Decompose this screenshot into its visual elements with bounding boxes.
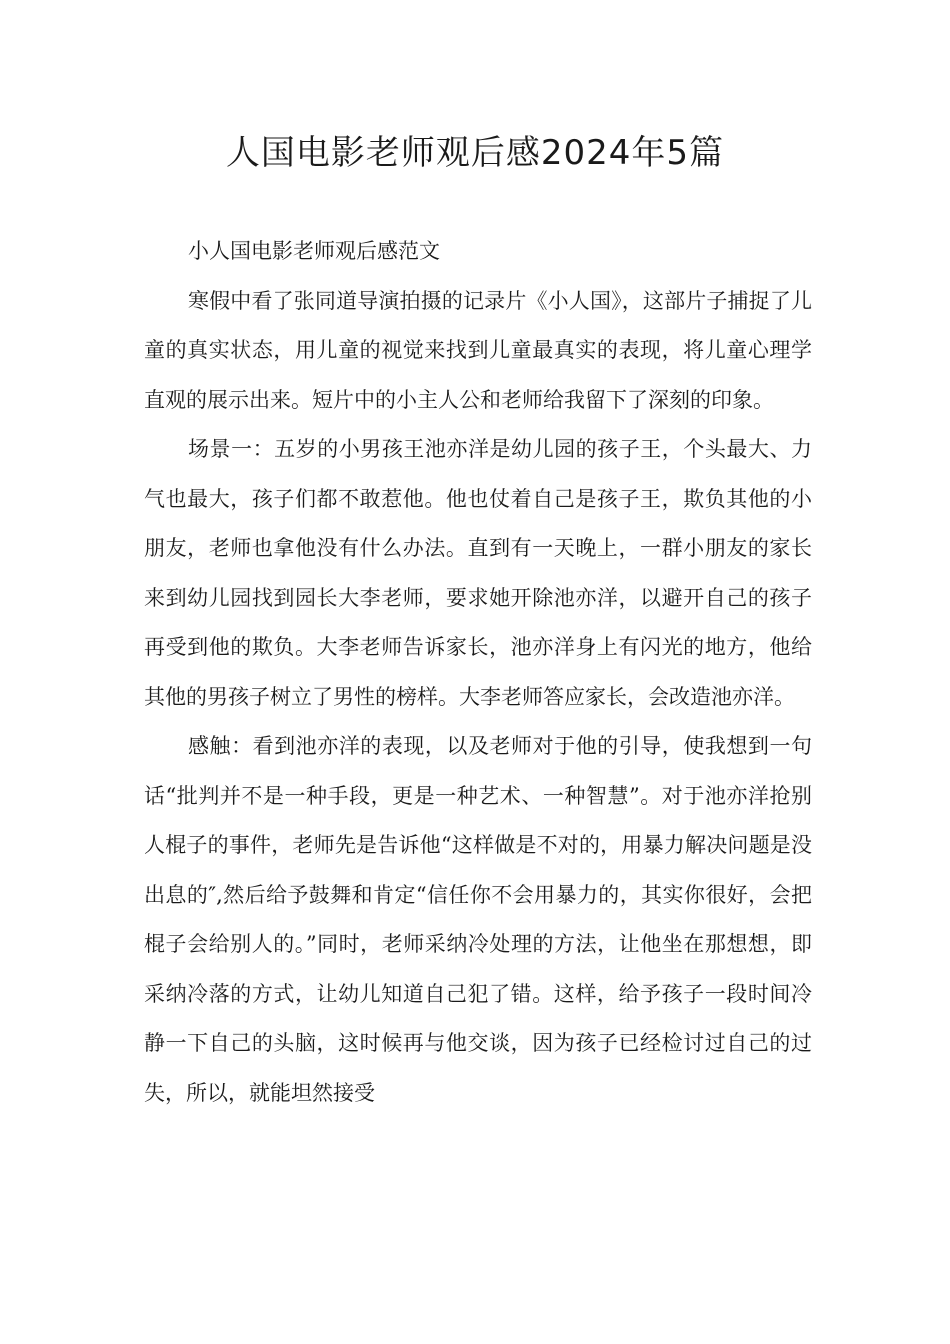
document-title: 人国电影老师观后感2024年5篇 xyxy=(225,133,725,173)
paragraph-intro: 寒假中看了张同道导演拍摄的记录片《小人国》，这部片子捕捉了儿童的真实状态，用儿童的视觉来找到儿童最真实的表现，将儿童心理学直观的展示出来。短片中的小主人公和老师给我留下了深刻的印象。 xyxy=(144,288,812,412)
paragraph-subtitle: 小人国电影老师观后感范文 xyxy=(188,239,440,263)
document-body xyxy=(144,227,812,1118)
paragraph-scene-one: 场景一：五岁的小男孩王池亦洋是幼儿园的孩子王，个头最大、力气也最大，孩子们都不敢惹他。他也仗着自己是孩子王，欺负其他的小朋友，老师也拿他没有什么办法。直到有一天晚上，一群小朋友的家长来到幼儿园找到园长大李老师，要求她开除池亦洋，以避开自己的孩子再受到他的欺负。大李老师告诉家长，池亦洋身上有闪光的地方，他给其他的男孩子树立了男性的榜样。大李老师答应家长，会改造池亦洋。 xyxy=(144,437,812,709)
paragraph-reflection: 感触：看到池亦洋的表现，以及老师对于他的引导，使我想到一句话“批判并不是一种手段，更是一种艺术、一种智慧”。对于池亦洋抢别人棍子的事件，老师先是告诉他“这样做是不对的，用暴力解决问题是没出息的″,然后给予鼓舞和肯定“信任你不会用暴力的，其实你很好，会把棍子会给别人的。”同时，老师采纳冷处理的方法，让他坐在那想想，即采纳冷落的方式，让幼儿知道自己犯了错。这样，给予孩子一段时间冷静一下自己的头脑，这时候再与他交谈，因为孩子已经检讨过自己的过失，所以，就能坦然接受 xyxy=(144,734,812,1105)
